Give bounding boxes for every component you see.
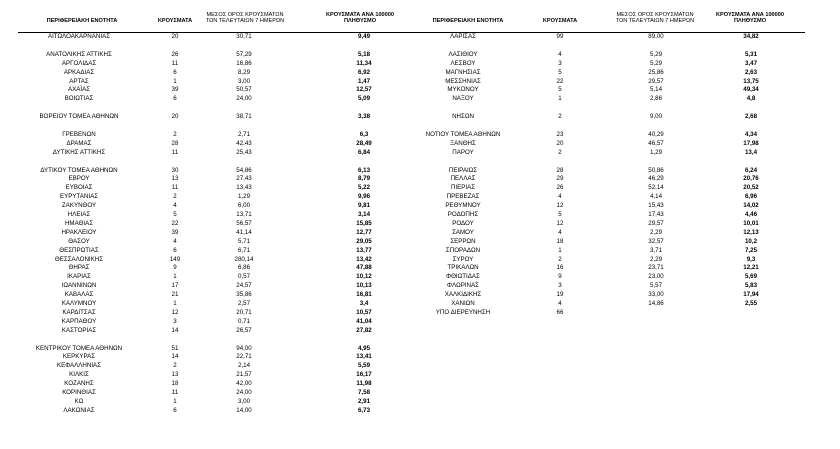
- left-per100k-cell: 2,91: [357, 397, 371, 405]
- right-per100k-cell: 9,3: [746, 255, 756, 263]
- left-avg-cell: 2,71: [237, 130, 251, 138]
- right-cases-cell: 9: [558, 273, 562, 281]
- header-cases-left: ΚΡΟΥΣΜΑΤΑ: [157, 18, 193, 24]
- right-per100k-cell: 10,01: [743, 219, 759, 227]
- left-per100k-cell: 9,96: [357, 193, 371, 201]
- right-per100k-cell: 20,52: [743, 184, 759, 192]
- left-per100k-cell: 3,14: [357, 211, 371, 218]
- left-region-cell: ΓΡΕΒΕΝΩΝ: [62, 130, 96, 138]
- left-per100k-cell: 13,41: [356, 353, 372, 361]
- left-region-cell: ΑΡΤΑΣ: [69, 77, 89, 85]
- left-region-cell: ΑΡΚΑΔΙΑΣ: [63, 68, 95, 76]
- right-region-cell: ΥΠΟ ΔΙΕΡΕΥΝΗΣΗ: [435, 308, 491, 316]
- left-avg-cell: 42,43: [236, 139, 252, 147]
- right-region-cell: ΦΘΙΩΤΙΔΑΣ: [446, 273, 480, 281]
- left-cases-cell: 4: [173, 237, 177, 245]
- left-cases-cell: 18: [171, 380, 179, 388]
- left-avg-cell: 13,71: [236, 211, 252, 218]
- right-region-cell: ΜΑΓΝΗΣΙΑΣ: [445, 68, 481, 76]
- left-per100k-cell: 7,58: [357, 389, 371, 396]
- right-region-cell: ΝΟΤΙΟΥ ΤΟΜΕΑ ΑΘΗΝΩΝ: [425, 130, 501, 138]
- left-cases-cell: 21: [171, 291, 179, 299]
- right-per100k-cell: 17,98: [743, 139, 759, 147]
- header-per100k-left-line2: ΠΛΗΘΥΣΜΟ: [343, 18, 377, 25]
- right-avg-cell: 23,00: [648, 273, 664, 281]
- left-avg-cell: 6,00: [237, 202, 251, 210]
- right-avg-cell: 23,71: [648, 264, 664, 272]
- left-region-cell: ΚΕΦΑΛΛΗΝΙΑΣ: [56, 362, 102, 370]
- left-per100k-cell: 10,57: [356, 308, 372, 316]
- left-cases-cell: 26: [171, 50, 179, 58]
- right-avg-cell: 25,86: [648, 68, 664, 76]
- right-region-cell: ΦΛΩΡΙΝΑΣ: [447, 282, 479, 290]
- left-per100k-cell: 9,49: [357, 33, 371, 40]
- left-region-cell: ΖΑΚΥΝΘΟΥ: [61, 202, 97, 210]
- left-avg-cell: 6,86: [237, 264, 251, 272]
- header-per100k-right: [705, 12, 795, 25]
- left-per100k-cell: 3,4: [359, 300, 369, 307]
- right-cases-cell: 99: [556, 33, 564, 40]
- header-per100k-left-line1: ΚΡΟΥΣΜΑΤΑ ΑΝΑ 100000: [325, 12, 394, 18]
- header-per100k-right-line1: ΚΡΟΥΣΜΑΤΑ ΑΝΑ 100000: [715, 12, 784, 18]
- left-per100k-cell: 12,57: [356, 86, 372, 94]
- right-avg-cell: 33,00: [648, 291, 664, 299]
- left-avg-cell: 41,14: [236, 228, 252, 236]
- left-region-cell: ΚΑΣΤΟΡΙΑΣ: [61, 326, 97, 334]
- left-per100k-cell: 13,77: [356, 246, 372, 254]
- left-region-cell: ΔΥΤΙΚΗΣ ΑΤΤΙΚΗΣ: [52, 148, 106, 156]
- left-region-cell: ΚΟΡΙΝΘΙΑΣ: [62, 389, 96, 396]
- right-avg-cell: 89,00: [648, 33, 664, 40]
- right-region-cell: ΠΕΙΡΑΙΩΣ: [448, 166, 478, 174]
- left-per100k-cell: 5,59: [357, 362, 371, 370]
- left-region-cell: ΒΟΙΩΤΙΑΣ: [64, 95, 94, 103]
- right-region-cell: ΤΡΙΚΑΛΩΝ: [447, 264, 479, 272]
- right-region-cell: ΜΥΚΟΝΟΥ: [447, 86, 479, 94]
- left-cases-cell: 2: [173, 193, 177, 201]
- header-avg-right-line2: ΤΩΝ ΤΕΛΕΥΤΑΙΩΝ 7 ΗΜΕΡΩΝ: [615, 18, 695, 25]
- right-avg-cell: 2,86: [649, 95, 663, 103]
- left-per100k-cell: 1,47: [357, 77, 371, 85]
- left-cases-cell: 6: [173, 95, 177, 103]
- left-region-cell: ΘΕΣΠΡΩΤΙΑΣ: [59, 246, 99, 254]
- left-cases-cell: 11: [171, 184, 179, 192]
- left-cases-cell: 28: [171, 139, 179, 147]
- left-per100k-cell: 12,77: [356, 228, 372, 236]
- right-per100k-cell: 4,34: [744, 130, 758, 138]
- left-avg-cell: 38,71: [236, 113, 252, 121]
- left-avg-cell: 0,57: [237, 273, 251, 281]
- right-avg-cell: 15,43: [648, 202, 664, 210]
- header-region-right: ΠΕΡΙΦΕΡΕΙΑΚΗ ΕΝΟΤΗΤΑ: [432, 18, 504, 24]
- right-per100k-cell: 12,13: [743, 228, 759, 236]
- left-cases-cell: 13: [171, 175, 179, 183]
- right-per100k-cell: 14,02: [743, 202, 759, 210]
- left-region-cell: ΘΑΣΟΥ: [68, 237, 90, 245]
- left-cases-cell: 14: [171, 326, 179, 334]
- left-avg-cell: 1,29: [237, 193, 251, 201]
- left-per100k-cell: 16,81: [356, 291, 372, 299]
- header-avg-right-line1: ΜΕΣΟΣ ΟΡΟΣ ΚΡΟΥΣΜΑΤΩΝ: [616, 12, 694, 18]
- left-per100k-cell: 9,81: [357, 202, 371, 210]
- left-per100k-cell: 5,22: [357, 184, 371, 192]
- header-avg-left: [200, 12, 290, 25]
- header-avg-right: [610, 12, 700, 25]
- left-region-cell: ΚΑΒΑΛΑΣ: [64, 291, 94, 299]
- right-region-cell: ΠΕΛΛΑΣ: [450, 175, 476, 183]
- left-avg-cell: 26,57: [236, 326, 252, 334]
- left-per100k-cell: 6,13: [357, 166, 371, 174]
- right-cases-cell: 1: [558, 95, 562, 103]
- right-avg-cell: 4,14: [649, 193, 663, 201]
- right-avg-cell: 50,86: [648, 166, 664, 174]
- left-avg-cell: 14,00: [236, 406, 252, 414]
- left-avg-cell: 16,86: [236, 59, 252, 67]
- left-per100k-cell: 11,34: [356, 59, 372, 67]
- left-region-cell: ΔΡΑΜΑΣ: [66, 139, 92, 147]
- right-cases-cell: 28: [556, 166, 564, 174]
- left-avg-cell: 22,71: [236, 353, 252, 361]
- left-per100k-cell: 8,79: [357, 175, 371, 183]
- right-region-cell: ΡΟΔΟΥ: [452, 219, 474, 227]
- left-avg-cell: 2,57: [237, 300, 251, 307]
- right-per100k-cell: 5,83: [744, 282, 758, 290]
- left-cases-cell: 20: [171, 113, 179, 121]
- header-per100k-right-line2: ΠΛΗΘΥΣΜΟ: [733, 18, 767, 25]
- right-cases-cell: 12: [556, 219, 564, 227]
- right-per100k-cell: 12,21: [743, 264, 759, 272]
- right-per100k-cell: 4,46: [744, 211, 758, 218]
- left-per100k-cell: 5,09: [357, 95, 371, 103]
- right-cases-cell: 12: [556, 202, 564, 210]
- left-avg-cell: 56,57: [236, 219, 252, 227]
- left-avg-cell: 24,00: [236, 389, 252, 396]
- header-region-left: ΠΕΡΙΦΕΡΕΙΑΚΗ ΕΝΟΤΗΤΑ: [46, 18, 118, 24]
- left-avg-cell: 24,00: [236, 95, 252, 103]
- right-avg-cell: 46,57: [648, 139, 664, 147]
- left-cases-cell: 1: [173, 77, 177, 85]
- left-avg-cell: 35,86: [236, 291, 252, 299]
- left-region-cell: ΚΩ: [74, 397, 84, 405]
- header-avg-left-line2: ΤΩΝ ΤΕΛΕΥΤΑΙΩΝ 7 ΗΜΕΡΩΝ: [205, 18, 285, 25]
- left-avg-cell: 57,29: [236, 50, 252, 58]
- right-cases-cell: 2: [558, 255, 562, 263]
- left-cases-cell: 11: [171, 59, 179, 67]
- left-avg-cell: 0,71: [237, 317, 251, 325]
- left-avg-cell: 27,43: [236, 175, 252, 183]
- right-region-cell: ΡΕΘΥΜΝΟΥ: [445, 202, 481, 210]
- right-region-cell: ΝΗΣΩΝ: [452, 113, 474, 121]
- left-cases-cell: 149: [169, 255, 181, 263]
- right-cases-cell: 29: [556, 175, 564, 183]
- left-region-cell: ΗΡΑΚΛΕΙΟΥ: [61, 228, 97, 236]
- right-avg-cell: 52,14: [648, 184, 664, 192]
- left-per100k-cell: 28,49: [356, 139, 372, 147]
- left-region-cell: ΗΜΑΘΙΑΣ: [64, 219, 94, 227]
- left-region-cell: ΚΙΛΚΙΣ: [69, 371, 89, 379]
- right-per100k-cell: 6,96: [744, 193, 758, 201]
- right-avg-cell: 14,86: [648, 300, 664, 307]
- left-region-cell: ΑΡΓΟΛΙΔΑΣ: [61, 59, 97, 67]
- left-avg-cell: 94,00: [236, 344, 252, 352]
- left-avg-cell: 25,43: [236, 148, 252, 156]
- left-region-cell: ΘΕΣΣΑΛΟΝΙΚΗΣ: [54, 255, 104, 263]
- right-avg-cell: 46,29: [648, 175, 664, 183]
- left-region-cell: ΙΩΑΝΝΙΝΩΝ: [61, 282, 97, 290]
- left-cases-cell: 39: [171, 86, 179, 94]
- right-region-cell: ΠΑΡΟΥ: [452, 148, 474, 156]
- right-avg-cell: 32,57: [648, 237, 664, 245]
- right-region-cell: ΧΑΛΚΙΔΙΚΗΣ: [444, 291, 482, 299]
- left-per100k-cell: 10,13: [356, 282, 372, 290]
- left-per100k-cell: 10,12: [356, 273, 372, 281]
- left-avg-cell: 8,29: [237, 68, 251, 76]
- left-avg-cell: 50,57: [236, 86, 252, 94]
- right-region-cell: ΣΕΡΡΩΝ: [450, 237, 476, 245]
- left-cases-cell: 22: [171, 219, 179, 227]
- right-avg-cell: 29,57: [648, 77, 664, 85]
- right-region-cell: ΛΑΡΙΣΑΣ: [450, 33, 476, 40]
- right-cases-cell: 4: [558, 300, 562, 307]
- left-cases-cell: 11: [171, 148, 179, 156]
- left-avg-cell: 54,86: [236, 166, 252, 174]
- right-cases-cell: 23: [556, 130, 564, 138]
- right-cases-cell: 1: [558, 246, 562, 254]
- right-per100k-cell: 5,31: [744, 50, 758, 58]
- left-region-cell: ΛΑΚΩΝΙΑΣ: [63, 406, 95, 414]
- left-cases-cell: 3: [173, 317, 177, 325]
- left-per100k-cell: 41,04: [356, 317, 372, 325]
- left-region-cell: ΑΧΑΪΑΣ: [67, 86, 91, 94]
- left-avg-cell: 6,71: [237, 246, 251, 254]
- right-region-cell: ΧΑΝΙΩΝ: [451, 300, 475, 307]
- left-per100k-cell: 4,95: [357, 344, 371, 352]
- right-cases-cell: 66: [556, 308, 564, 316]
- left-per100k-cell: 13,42: [356, 255, 372, 263]
- left-region-cell: ΒΟΡΕΙΟΥ ΤΟΜΕΑ ΑΘΗΝΩΝ: [39, 113, 119, 121]
- left-cases-cell: 1: [173, 273, 177, 281]
- right-avg-cell: 5,57: [649, 282, 663, 290]
- left-per100k-cell: 29,05: [356, 237, 372, 245]
- right-region-cell: ΠΙΕΡΙΑΣ: [450, 184, 476, 192]
- right-avg-cell: 1,29: [649, 148, 663, 156]
- right-cases-cell: 4: [558, 50, 562, 58]
- left-region-cell: ΘΗΡΑΣ: [68, 264, 90, 272]
- left-avg-cell: 20,71: [236, 308, 252, 316]
- left-region-cell: ΕΥΒΟΙΑΣ: [65, 184, 93, 192]
- right-region-cell: ΝΑΞΟΥ: [452, 95, 474, 103]
- right-region-cell: ΣΠΟΡΑΔΩΝ: [445, 246, 481, 254]
- left-cases-cell: 20: [171, 33, 179, 40]
- right-cases-cell: 4: [558, 193, 562, 201]
- header-avg-left-line1: ΜΕΣΟΣ ΟΡΟΣ ΚΡΟΥΣΜΑΤΩΝ: [206, 12, 284, 18]
- left-cases-cell: 6: [173, 406, 177, 414]
- right-avg-cell: 9,00: [649, 113, 663, 121]
- left-cases-cell: 5: [173, 211, 177, 218]
- left-avg-cell: 3,00: [237, 397, 251, 405]
- right-per100k-cell: 13,4: [744, 148, 758, 156]
- left-region-cell: ΚΕΡΚΥΡΑΣ: [62, 353, 96, 361]
- left-cases-cell: 2: [173, 130, 177, 138]
- header-cases-right: ΚΡΟΥΣΜΑΤΑ: [542, 18, 578, 24]
- right-cases-cell: 5: [558, 86, 562, 94]
- right-region-cell: ΣΥΡΟΥ: [452, 255, 474, 263]
- left-per100k-cell: 47,88: [356, 264, 372, 272]
- right-per100k-cell: 6,24: [744, 166, 758, 174]
- right-cases-cell: 20: [556, 139, 564, 147]
- right-region-cell: ΛΕΣΒΟΥ: [450, 59, 476, 67]
- right-cases-cell: 3: [558, 282, 562, 290]
- right-per100k-cell: 4,8: [746, 95, 756, 103]
- right-cases-cell: 16: [556, 264, 564, 272]
- left-region-cell: ΗΛΕΙΑΣ: [67, 211, 91, 218]
- right-cases-cell: 19: [556, 291, 564, 299]
- left-cases-cell: 17: [171, 282, 179, 290]
- right-per100k-cell: 7,25: [744, 246, 758, 254]
- left-per100k-cell: 6,3: [359, 130, 369, 138]
- left-region-cell: ΚΑΡΔΙΤΣΑΣ: [62, 308, 96, 316]
- right-avg-cell: 3,71: [649, 246, 663, 254]
- left-region-cell: ΙΚΑΡΙΑΣ: [67, 273, 91, 281]
- right-avg-cell: 29,57: [648, 219, 664, 227]
- left-region-cell: ΚΟΖΑΝΗΣ: [64, 380, 94, 388]
- left-per100k-cell: 11,98: [356, 380, 372, 388]
- left-avg-cell: 21,57: [236, 371, 252, 379]
- left-region-cell: ΚΑΡΠΑΘΟΥ: [61, 317, 97, 325]
- left-cases-cell: 51: [171, 344, 179, 352]
- left-per100k-cell: 5,18: [357, 50, 371, 58]
- left-cases-cell: 13: [171, 371, 179, 379]
- right-cases-cell: 4: [558, 228, 562, 236]
- left-cases-cell: 30: [171, 166, 179, 174]
- left-cases-cell: 12: [171, 308, 179, 316]
- right-avg-cell: 2,29: [649, 255, 663, 263]
- right-region-cell: ΣΑΜΟΥ: [452, 228, 474, 236]
- right-per100k-cell: 20,76: [743, 175, 759, 183]
- left-per100k-cell: 6,84: [357, 148, 371, 156]
- left-region-cell: ΔΥΤΙΚΟΥ ΤΟΜΕΑ ΑΘΗΝΩΝ: [40, 166, 118, 174]
- left-avg-cell: 30,71: [236, 33, 252, 40]
- left-cases-cell: 6: [173, 246, 177, 254]
- left-region-cell: ΚΕΝΤΡΙΚΟΥ ΤΟΜΕΑ ΑΘΗΝΩΝ: [35, 344, 123, 352]
- right-per100k-cell: 10,2: [744, 237, 758, 245]
- right-per100k-cell: 13,75: [743, 77, 759, 85]
- left-per100k-cell: 3,38: [357, 113, 371, 121]
- right-per100k-cell: 2,68: [744, 113, 758, 121]
- left-avg-cell: 24,57: [236, 282, 252, 290]
- right-per100k-cell: 2,63: [744, 68, 758, 76]
- right-per100k-cell: 17,94: [743, 291, 759, 299]
- right-cases-cell: 5: [558, 68, 562, 76]
- left-avg-cell: 13,43: [236, 184, 252, 192]
- left-avg-cell: 2,14: [237, 362, 251, 370]
- right-region-cell: ΡΟΔΟΠΗΣ: [447, 211, 479, 218]
- left-cases-cell: 11: [171, 389, 179, 396]
- left-cases-cell: 4: [173, 202, 177, 210]
- left-cases-cell: 14: [171, 353, 179, 361]
- left-cases-cell: 6: [173, 68, 177, 76]
- right-cases-cell: 2: [558, 148, 562, 156]
- left-avg-cell: 3,00: [237, 77, 251, 85]
- right-cases-cell: 22: [556, 77, 564, 85]
- right-per100k-cell: 2,55: [744, 300, 758, 307]
- right-region-cell: ΜΕΣΣΗΝΙΑΣ: [445, 77, 481, 85]
- left-per100k-cell: 6,73: [357, 406, 371, 414]
- left-cases-cell: 39: [171, 228, 179, 236]
- left-per100k-cell: 6,92: [357, 68, 371, 76]
- left-avg-cell: 42,00: [236, 380, 252, 388]
- left-cases-cell: 1: [173, 300, 177, 307]
- left-per100k-cell: 16,17: [356, 371, 372, 379]
- right-per100k-cell: 3,47: [744, 59, 758, 67]
- right-region-cell: ΛΑΣΙΘΙΟΥ: [448, 50, 478, 58]
- right-cases-cell: 2: [558, 113, 562, 121]
- right-cases-cell: 3: [558, 59, 562, 67]
- left-cases-cell: 1: [173, 397, 177, 405]
- left-region-cell: ΑΙΤΩΛΟΑΚΑΡΝΑΝΙΑΣ: [47, 33, 111, 40]
- left-cases-cell: 2: [173, 362, 177, 370]
- left-region-cell: ΑΝΑΤΟΛΙΚΗΣ ΑΤΤΙΚΗΣ: [46, 50, 112, 58]
- right-cases-cell: 5: [558, 211, 562, 218]
- right-avg-cell: 5,29: [649, 50, 663, 58]
- right-region-cell: ΠΡΕΒΕΖΑΣ: [446, 193, 480, 201]
- right-avg-cell: 2,29: [649, 228, 663, 236]
- left-avg-cell: 280,14: [234, 255, 254, 263]
- right-avg-cell: 5,14: [649, 86, 663, 94]
- right-per100k-cell: 34,82: [743, 33, 759, 40]
- right-per100k-cell: 5,69: [744, 273, 758, 281]
- right-cases-cell: 18: [556, 237, 564, 245]
- left-region-cell: ΚΑΛΥΜΝΟΥ: [61, 300, 97, 307]
- right-avg-cell: 5,29: [649, 59, 663, 67]
- left-cases-cell: 9: [173, 264, 177, 272]
- left-region-cell: ΕΒΡΟΥ: [68, 175, 90, 183]
- left-per100k-cell: 15,85: [356, 219, 372, 227]
- right-region-cell: ΞΑΝΘΗΣ: [450, 139, 476, 147]
- left-region-cell: ΕΥΡΥΤΑΝΙΑΣ: [59, 193, 99, 201]
- right-cases-cell: 26: [556, 184, 564, 192]
- right-avg-cell: 40,29: [648, 130, 664, 138]
- left-per100k-cell: 27,82: [356, 326, 372, 334]
- header-per100k-left: [315, 12, 405, 25]
- left-avg-cell: 5,71: [237, 237, 251, 245]
- right-per100k-cell: 49,34: [743, 86, 759, 94]
- right-avg-cell: 17,43: [648, 211, 664, 218]
